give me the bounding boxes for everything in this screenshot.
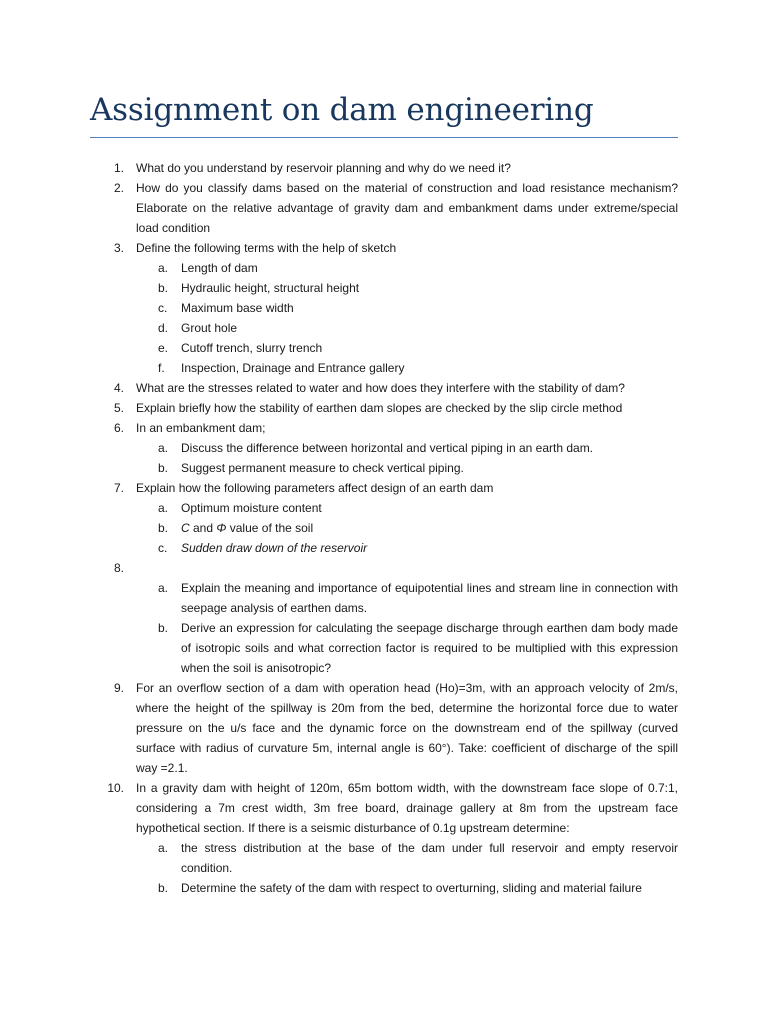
sub-letter: e. xyxy=(158,341,169,355)
sub-item xyxy=(90,538,678,558)
question-number: 8. xyxy=(113,561,124,575)
question-number: 2. xyxy=(113,181,124,195)
question-number: 9. xyxy=(113,681,124,695)
sub-text: Discuss the difference between horizontal and vertical piping in an earth dam. xyxy=(181,441,594,455)
sub-letter: a. xyxy=(158,501,169,515)
question-text: What do you understand by reservoir planning and why do we need it? xyxy=(136,161,511,175)
sub-item xyxy=(90,458,678,478)
question-9 xyxy=(90,678,678,778)
sub-text: Derive an expression for calculating the seepage discharge through earthen dam body made of isotropic soils and what correction factor is required to be multiplied with this expression when the soil is anisotropic? xyxy=(181,621,678,675)
question-number: 10. xyxy=(107,781,124,795)
sub-text: Suggest permanent measure to check vertical piping. xyxy=(181,461,464,475)
sub-item xyxy=(90,878,678,898)
sub-letter: d. xyxy=(158,321,169,335)
question-text: Explain briefly how the stability of earthen dam slopes are checked by the slip circle method xyxy=(136,401,623,415)
sub-letter: a. xyxy=(158,261,169,275)
sub-item xyxy=(90,838,678,878)
sub-letter: b. xyxy=(158,461,169,475)
sub-letter: c. xyxy=(158,541,168,555)
question-text: For an overflow section of a dam with operation head (Ho)=3m, with an approach velocity of 2m/s, where the height of the spillway is 20m from the bed, determine the horizontal force due to water pressure on the u/s face and the dynamic force on the downstream end of the spillway (curved surface with radius of curvature 5m, internal angle is 60°). Take: coefficient of discharge of the spill way =2.1. xyxy=(136,681,678,775)
question-1 xyxy=(90,158,678,178)
sub-item xyxy=(90,618,678,678)
sub-item xyxy=(90,278,678,298)
sub-text: Explain the meaning and importance of equipotential lines and stream line in connection with seepage analysis of earthen dams. xyxy=(181,581,678,615)
sub-text xyxy=(181,518,678,538)
sub-text: Cutoff trench, slurry trench xyxy=(181,341,323,355)
question-8 xyxy=(90,558,678,578)
sub-letter: a. xyxy=(158,581,169,595)
question-6 xyxy=(90,418,678,438)
sub-letter: b. xyxy=(158,621,169,635)
sub-text: Determine the safety of the dam with respect to overturning, sliding and material failure xyxy=(181,881,642,895)
question-number: 1. xyxy=(113,161,124,175)
question-3 xyxy=(90,238,678,258)
sub-text: Hydraulic height, structural height xyxy=(181,281,360,295)
sub-letter: a. xyxy=(158,441,169,455)
sub-item xyxy=(90,518,678,538)
sub-letter: a. xyxy=(158,841,169,855)
sub-text: Maximum base width xyxy=(181,301,294,315)
question-10 xyxy=(90,778,678,838)
sub-text: Optimum moisture content xyxy=(181,501,322,515)
page-title: Assignment on dam engineering xyxy=(90,92,594,128)
question-number: 6. xyxy=(113,421,124,435)
question-text: How do you classify dams based on the material of construction and load resistance mechanism? Elaborate on the relative advantage of gravity dam and embankment dams under extreme/special load condition xyxy=(136,181,678,235)
question-list xyxy=(90,158,678,898)
title-divider xyxy=(90,137,678,138)
symbol-c: C xyxy=(181,521,190,535)
sub-item xyxy=(90,438,678,458)
question-text: In an embankment dam; xyxy=(136,421,266,435)
sub-letter: b. xyxy=(158,521,169,535)
sub-text-part: and xyxy=(189,521,217,535)
question-number: 4. xyxy=(113,381,124,395)
question-text: Define the following terms with the help of sketch xyxy=(136,241,397,255)
symbol-phi: Φ xyxy=(216,521,227,535)
sub-letter: b. xyxy=(158,881,169,895)
question-2 xyxy=(90,178,678,238)
question-number: 7. xyxy=(113,481,124,495)
sub-text: Length of dam xyxy=(181,261,258,275)
sub-letter: f. xyxy=(158,361,165,375)
question-number: 3. xyxy=(113,241,124,255)
sub-item xyxy=(90,318,678,338)
question-text: What are the stresses related to water and how does they interfere with the stability of dam? xyxy=(136,381,625,395)
sub-text: Grout hole xyxy=(181,321,238,335)
question-text: In a gravity dam with height of 120m, 65m bottom width, with the downstream face slope of 0.7:1, considering a 7m crest width, 3m free board, drainage gallery at 8m from the upstream face hypothetical section. If there is a seismic disturbance of 0.1g upstream determine: xyxy=(136,781,678,835)
question-5 xyxy=(90,398,678,418)
sub-letter: c. xyxy=(158,301,168,315)
sub-item xyxy=(90,498,678,518)
sub-text-part: value of the soil xyxy=(226,521,314,535)
sub-text: the stress distribution at the base of the dam under full reservoir and empty reservoir condition. xyxy=(181,841,678,875)
sub-item xyxy=(90,358,678,378)
sub-item xyxy=(90,258,678,278)
sub-letter: b. xyxy=(158,281,169,295)
sub-item xyxy=(90,578,678,618)
sub-text: Sudden draw down of the reservoir xyxy=(181,541,368,555)
sub-item xyxy=(90,338,678,358)
sub-item xyxy=(90,298,678,318)
question-7 xyxy=(90,478,678,498)
question-number: 5. xyxy=(113,401,124,415)
question-text: Explain how the following parameters affect design of an earth dam xyxy=(136,481,494,495)
question-4 xyxy=(90,378,678,398)
sub-text: Inspection, Drainage and Entrance gallery xyxy=(181,361,405,375)
